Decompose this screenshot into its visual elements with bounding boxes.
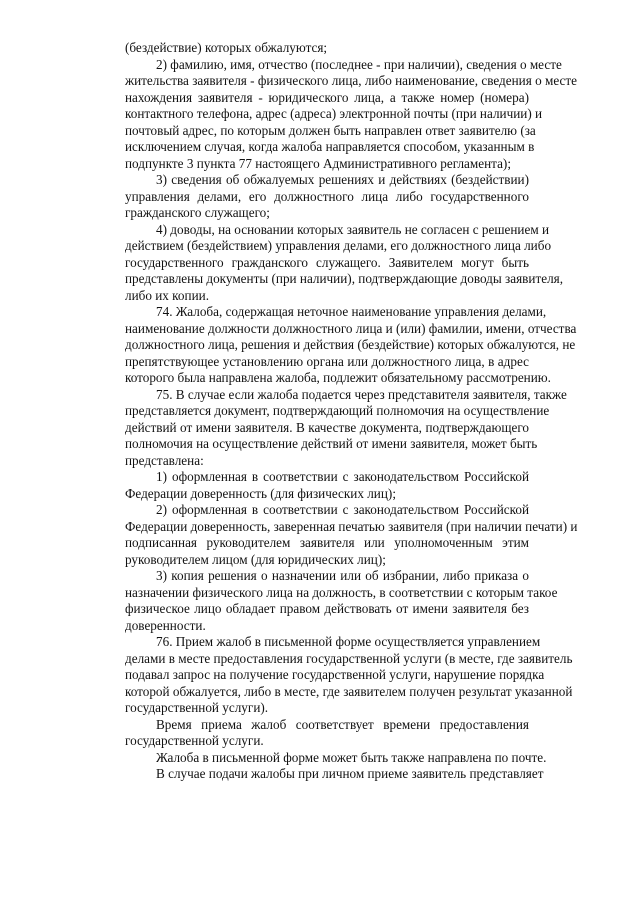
text-line: исключением случая, когда жалоба направляется способом, указанным в	[125, 139, 535, 154]
text-line: 4) доводы, на основании которых заявитель не согласен с решением и	[156, 221, 550, 237]
paragraph	[125, 221, 564, 305]
paragraph	[125, 502, 578, 568]
text-line: Федерации доверенность, заверенная печатью заявителя (при наличии печати) и	[125, 518, 578, 534]
text-line: 1) оформленная в соответствии с законодательством Российской	[156, 469, 529, 484]
text-line: действий от имени заявителя. В качестве документа, подтверждающего	[125, 419, 529, 435]
paragraph	[125, 386, 567, 470]
text-line: нахождения заявителя - юридического лица, а также номер (номера)	[125, 89, 529, 105]
text-line: контактного телефона, адрес (адреса) электронной почты (при наличии) и	[125, 106, 543, 121]
text-line: полномочия на осуществление действий от имени заявителя, может быть	[125, 436, 538, 451]
paragraph	[125, 749, 547, 767]
text-line: делами в месте предоставления государственной услуги (в месте, где заявитель	[125, 650, 573, 666]
text-line: должностного лица, решения и действия (бездействие) которых обжалуются, не	[125, 337, 576, 352]
text-line: государственной услуги).	[125, 700, 269, 715]
text-line: 3) сведения об обжалуемых решениях и действиях (бездействии)	[156, 172, 529, 187]
text-line: которого была направлена жалоба, подлежит обязательному рассмотрению.	[125, 370, 551, 385]
text-line: подпункте 3 пункта 77 настоящего Административного регламента);	[125, 155, 511, 171]
text-line: руководителем лицом (для юридических лиц);	[125, 551, 386, 567]
document-body	[125, 40, 578, 783]
text-line: В случае подачи жалобы при личном приеме заявитель представляет	[156, 766, 544, 781]
text-line: 76. Прием жалоб в письменной форме осуществляется управлением	[156, 634, 541, 649]
text-line: 3) копия решения о назначении или об избрании, либо приказа о	[156, 568, 529, 583]
text-line: действием (бездействием) управления делами, его должностного лица либо	[125, 238, 552, 253]
text-line: гражданского служащего;	[125, 205, 270, 220]
text-line: Федерации доверенность (для физических лиц);	[125, 485, 396, 501]
paragraph	[125, 766, 544, 783]
text-line: доверенности.	[125, 617, 206, 633]
text-line: либо их копии.	[125, 287, 209, 303]
text-line: представлена:	[125, 452, 204, 468]
paragraph	[125, 56, 577, 173]
paragraph	[125, 717, 529, 750]
paragraph	[125, 40, 529, 57]
paragraph	[125, 634, 573, 717]
text-line: физическое лицо обладает правом действовать от имени заявителя без	[125, 601, 529, 616]
text-line: представлены документы (при наличии), подтверждающие доводы заявителя,	[125, 271, 564, 286]
text-line: 2) оформленная в соответствии с законодательством Российской	[156, 502, 529, 517]
text-line: подавал запрос на получение государственной услуги, нарушение порядка	[125, 667, 545, 682]
text-line: Жалоба в письменной форме может быть также направлена по почте.	[156, 749, 547, 765]
paragraph	[125, 469, 529, 502]
text-line: назначении физического лица на должность, в соответствии с которым такое	[125, 584, 558, 600]
text-line: препятствующее установлению органа или должностного лица, в адрес	[125, 353, 529, 369]
text-line: подписанная руководителем заявителя или уполномоченным этим	[125, 535, 529, 550]
text-line: Время приема жалоб соответствует времени предоставления	[156, 716, 529, 732]
text-line: государственной услуги.	[125, 733, 264, 748]
text-line: почтовый адрес, по которым должен быть направлен ответ заявителю (за	[125, 122, 536, 138]
text-line: 74. Жалоба, содержащая неточное наименование управления делами,	[156, 304, 547, 319]
text-line: жительства заявителя - физического лица, либо наименование, сведения о месте	[125, 73, 577, 88]
paragraph	[125, 172, 529, 222]
text-line: представляется документ, подтверждающий полномочия на осуществление	[125, 403, 550, 418]
paragraph	[125, 304, 577, 387]
text-line: управления делами, его должностного лица либо государственного	[125, 188, 529, 204]
paragraph	[125, 568, 558, 634]
text-line: 2) фамилию, имя, отчество (последнее - при наличии), сведения о месте	[156, 56, 562, 72]
text-line: наименование должности должностного лица и (или) фамилии, имени, отчества	[125, 320, 577, 336]
text-line: 75. В случае если жалоба подается через представителя заявителя, также	[156, 386, 567, 402]
text-line: (бездействие) которых обжалуются;	[125, 40, 328, 55]
text-line: которой обжалуется, либо в месте, где заявителем получен результат указанной	[125, 683, 573, 699]
text-line: государственного гражданского служащего. Заявителем могут быть	[125, 254, 529, 270]
